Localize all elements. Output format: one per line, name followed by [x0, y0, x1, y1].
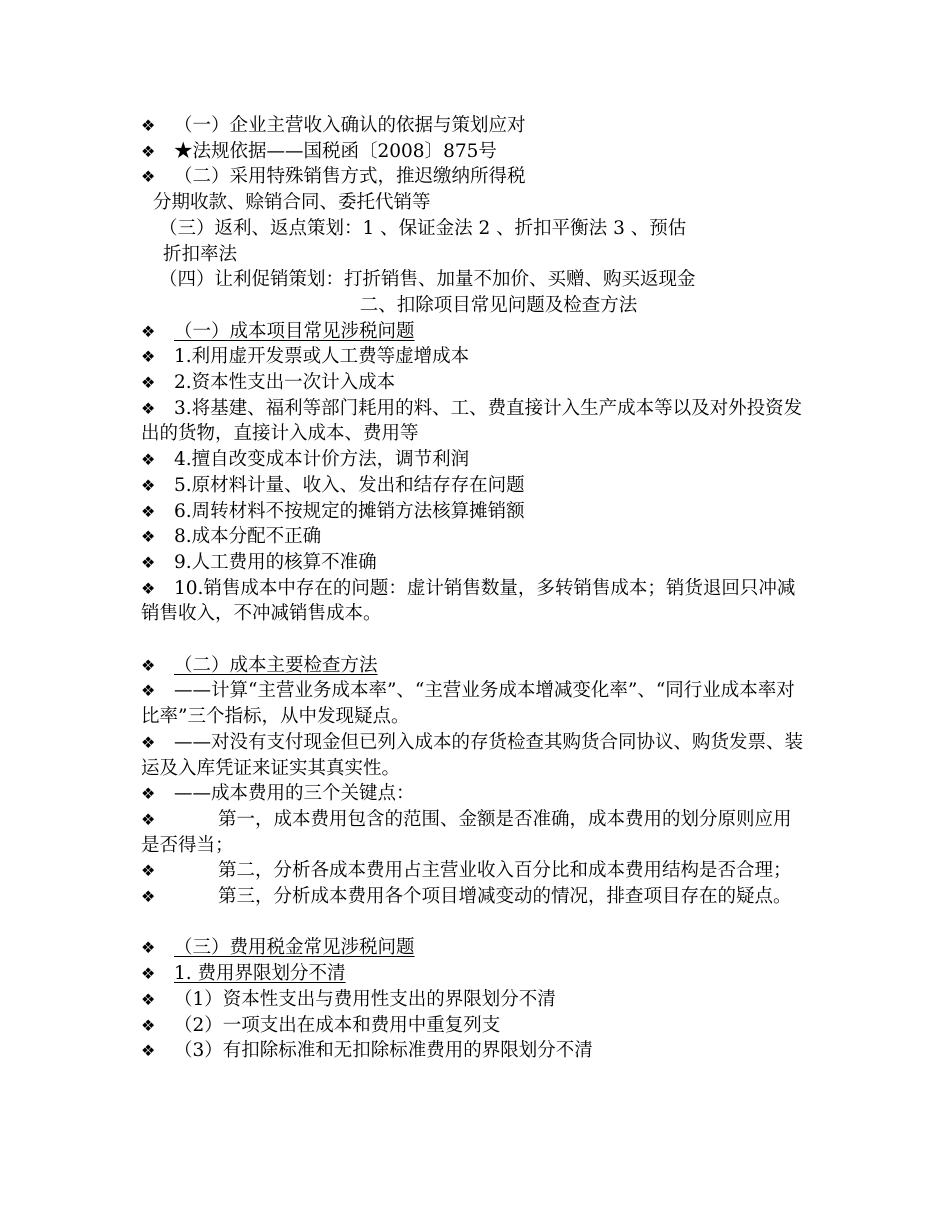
- item-text: 8.成本分配不正确: [174, 526, 322, 548]
- bullet-icon: ❖: [141, 1041, 156, 1061]
- list-item: [141, 730, 806, 781]
- document-body: [141, 113, 806, 1064]
- bullet-icon: ❖: [141, 681, 156, 701]
- list-item: [141, 164, 806, 190]
- item-text: ——计算“主营业务成本率”、“主营业务成本增减变化率”、“同行业成本率对比率”三个指标，从中发现疑点。: [141, 680, 795, 728]
- list-item: [141, 961, 806, 987]
- list-item: [141, 1038, 806, 1064]
- item-text: 3.将基建、福利等部门耗用的料、工、费直接计入生产成本等以及对外投资发出的货物，直接计入成本、费用等: [141, 397, 803, 445]
- item-text: 第二，分析各成本费用占主营业收入百分比和成本费用结构是否合理；: [218, 860, 792, 882]
- bullet-icon: ❖: [141, 887, 156, 907]
- bullet-icon: ❖: [141, 578, 156, 598]
- list-item: [141, 807, 806, 858]
- item-text: 1.利用虚开发票或人工费等虚增成本: [174, 346, 470, 368]
- spacer: [141, 627, 806, 653]
- text-line: 折扣率法: [163, 243, 238, 265]
- bullet-icon: ❖: [141, 450, 156, 470]
- bullet-icon: ❖: [141, 347, 156, 367]
- bullet-icon: ❖: [141, 809, 156, 829]
- list-item: [141, 524, 806, 550]
- list-item: [141, 139, 806, 165]
- item-text: 5.原材料计量、收入、发出和结存存在问题: [174, 474, 525, 496]
- list-item: [141, 473, 806, 499]
- item-text: （1）资本性支出与费用性支出的界限划分不清: [174, 988, 556, 1010]
- list-item: [141, 781, 806, 807]
- item-text: ——对没有支付现金但已列入成本的存货检查其购货合同协议、购货发票、装运及入库凭证来证实其真实性。: [141, 731, 804, 779]
- text-line: （三）返利、返点策划：1 、保证金法 2 、折扣平衡法 3 、预估: [159, 217, 687, 239]
- heading-income: （一）企业主营收入确认的依据与策划应对: [174, 115, 526, 136]
- list-item: [141, 987, 806, 1013]
- bullet-icon: ❖: [141, 784, 156, 804]
- bullet-icon: ❖: [141, 989, 156, 1009]
- item-text: 第三，分析成本费用各个项目增减变动的情况，排查项目存在的疑点。: [218, 886, 792, 908]
- subheading-expense-issues: （三）费用税金常见涉税问题: [174, 937, 415, 959]
- item-text: 2.资本性支出一次计入成本: [174, 372, 396, 394]
- list-item: [141, 678, 806, 729]
- bullet-icon: ❖: [141, 475, 156, 495]
- list-item: [141, 884, 806, 910]
- bullet-icon: ❖: [141, 552, 156, 572]
- heading-special-sales: （二）采用特殊销售方式，推迟缴纳所得税: [174, 166, 526, 188]
- text-line: 分期收款、赊销合同、委托代销等: [153, 192, 431, 214]
- list-item: [141, 370, 806, 396]
- bullet-icon: ❖: [141, 373, 156, 393]
- text-line: （四）让利促销策划：打折销售、加量不加价、买赠、购买返现金: [159, 269, 696, 291]
- bullet-icon: ❖: [141, 167, 156, 187]
- item-text: （2）一项支出在成本和费用中重复列支: [174, 1014, 501, 1036]
- item-text: 6.周转材料不按规定的摊销方法核算摊销额: [174, 500, 525, 522]
- bullet-icon: ❖: [141, 938, 156, 958]
- list-item: [141, 447, 806, 473]
- bullet-icon: ❖: [141, 1015, 156, 1035]
- list-item: [141, 499, 806, 525]
- list-item: [141, 1013, 806, 1039]
- bullet-icon: ❖: [141, 655, 156, 675]
- subheading-cost-issues: （一）成本项目常见涉税问题: [174, 320, 415, 342]
- bullet-icon: ❖: [141, 398, 156, 418]
- bullet-icon: ❖: [141, 964, 156, 984]
- section-title: 二、扣除项目常见问题及检查方法: [359, 294, 638, 316]
- item-text: ——成本费用的三个关键点：: [174, 783, 415, 805]
- list-item: [141, 344, 806, 370]
- bullet-icon: ❖: [141, 501, 156, 521]
- regulation-basis: ★法规依据——国税函〔2008〕875号: [174, 140, 497, 162]
- item-text: 9.人工费用的核算不准确: [174, 551, 377, 573]
- subheading-check-methods: （二）成本主要检查方法: [174, 654, 378, 676]
- spacer: [141, 910, 806, 936]
- list-item: [141, 653, 806, 679]
- item-text: 10.销售成本中存在的问题：虚计销售数量，多转销售成本；销货退回只冲减销售收入，不冲减销售成本。: [141, 577, 796, 625]
- list-item: [141, 576, 806, 627]
- list-item: [141, 113, 806, 139]
- bullet-icon: ❖: [141, 527, 156, 547]
- bullet-icon: ❖: [141, 116, 156, 135]
- item-text: （3）有扣除标准和无扣除标准费用的界限划分不清: [174, 1040, 593, 1062]
- list-item: [141, 396, 806, 447]
- bullet-icon: ❖: [141, 732, 156, 752]
- bullet-icon: ❖: [141, 861, 156, 881]
- item-text: 第一，成本费用包含的范围、金额是否准确，成本费用的划分原则应用是否得当；: [141, 808, 792, 856]
- list-item: [141, 319, 806, 345]
- bullet-icon: ❖: [141, 321, 156, 341]
- list-item: [141, 550, 806, 576]
- list-item: [141, 935, 806, 961]
- item-text: 4.擅自改变成本计价方法，调节利润: [174, 449, 470, 471]
- bullet-icon: ❖: [141, 141, 156, 161]
- subheading-expense-boundary: 1. 费用界限划分不清: [174, 963, 346, 985]
- list-item: [141, 858, 806, 884]
